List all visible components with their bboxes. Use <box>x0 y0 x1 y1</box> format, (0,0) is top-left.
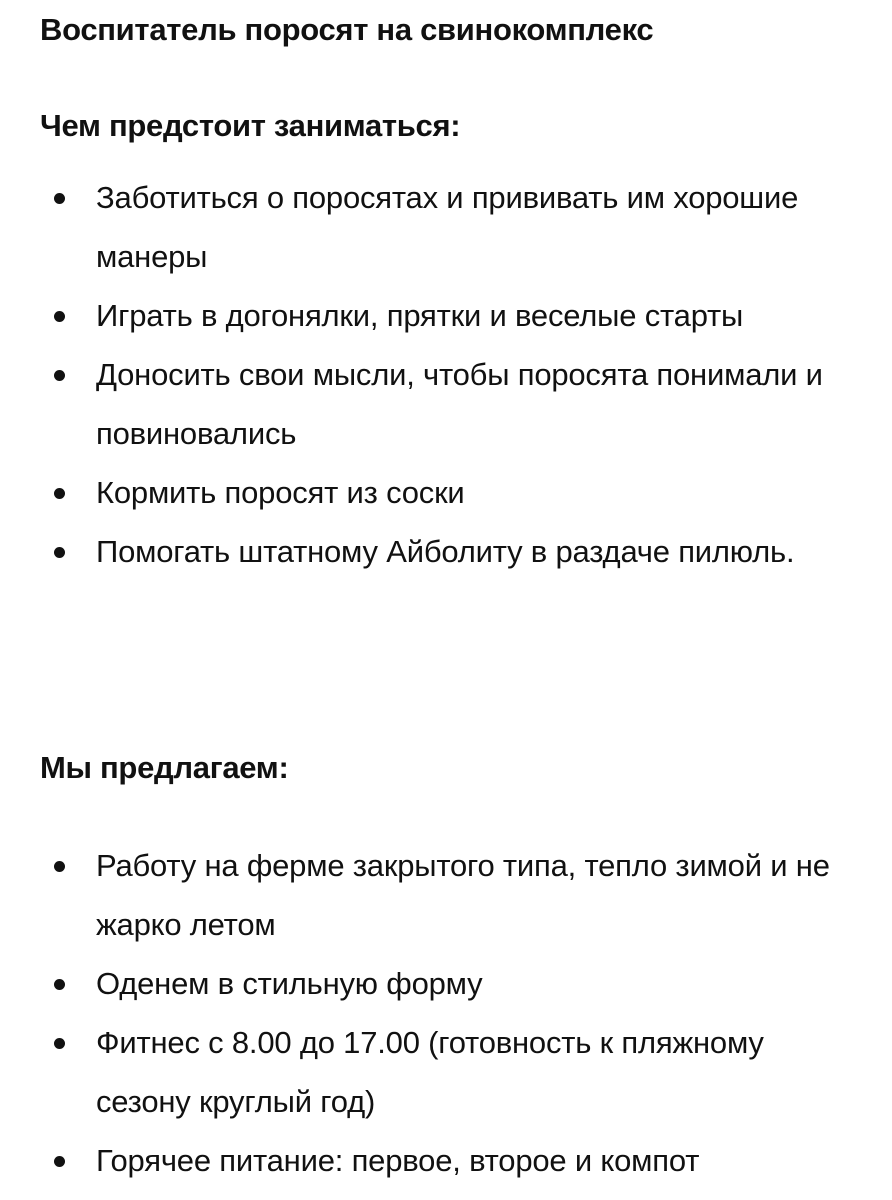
bullet-dot <box>54 547 65 558</box>
section-heading-duties: Чем предстоит заниматься: <box>40 108 461 143</box>
list-item-text: Горячее питание: первое, второе и компот <box>96 1143 700 1178</box>
list-item <box>0 286 892 345</box>
offer-list <box>0 836 892 1190</box>
list-item-text: Оденем в стильную форму <box>96 966 483 1001</box>
list-item-text: Фитнес с 8.00 до 17.00 (готовность к пляжному сезону круглый год) <box>96 1025 764 1119</box>
list-item <box>0 1131 892 1190</box>
bullet-dot <box>54 1038 65 1049</box>
list-item <box>0 463 892 522</box>
list-item <box>0 954 892 1013</box>
section-heading-offer: Мы предлагаем: <box>40 750 289 785</box>
list-item-text: Доносить свои мысли, чтобы поросята понимали и повиновались <box>96 357 823 451</box>
list-item-text: Играть в догонялки, прятки и веселые старты <box>96 298 744 333</box>
bullet-dot <box>54 370 65 381</box>
duties-list <box>0 168 892 581</box>
list-item <box>0 836 892 954</box>
list-item <box>0 1013 892 1131</box>
list-item <box>0 345 892 463</box>
list-item-text: Помогать штатному Айболиту в раздаче пилюль. <box>96 534 795 569</box>
bullet-dot <box>54 311 65 322</box>
page-title: Воспитатель поросят на свинокомплекс <box>40 12 654 47</box>
list-item-text: Заботиться о поросятах и прививать им хорошие манеры <box>96 180 799 274</box>
list-item <box>0 522 892 581</box>
list-item-text: Работу на ферме закрытого типа, тепло зимой и не жарко летом <box>96 848 830 942</box>
bullet-dot <box>54 979 65 990</box>
bullet-dot <box>54 1156 65 1167</box>
bullet-dot <box>54 193 65 204</box>
list-item <box>0 168 892 286</box>
bullet-dot <box>54 861 65 872</box>
list-item-text: Кормить поросят из соски <box>96 475 465 510</box>
bullet-dot <box>54 488 65 499</box>
